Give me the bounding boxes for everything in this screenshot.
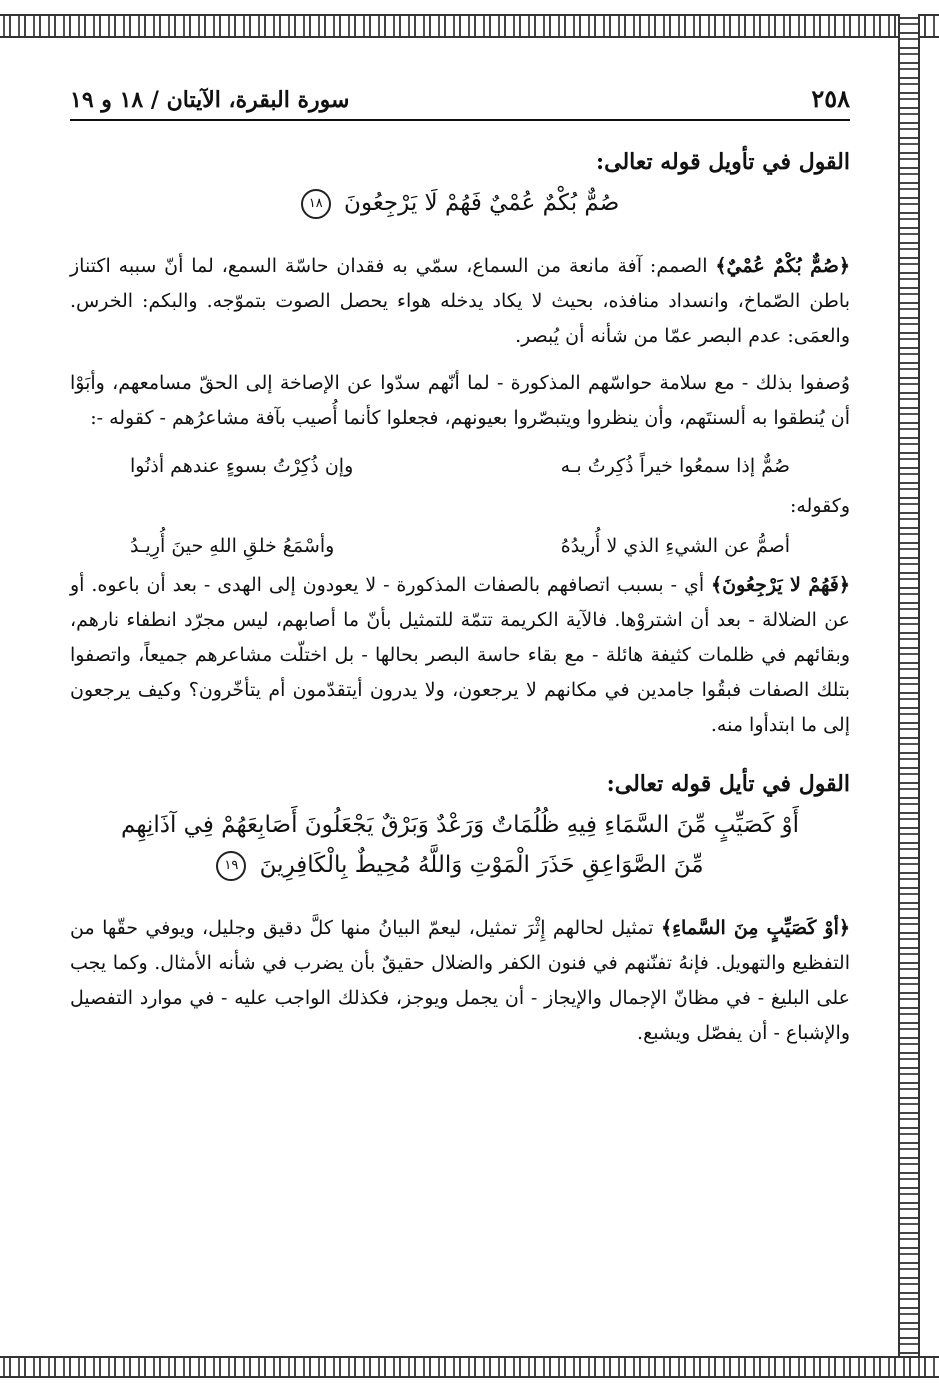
quran-verse-19 (70, 805, 850, 885)
commentary-paragraph-3 (70, 568, 850, 743)
commentary-paragraph-4 (70, 911, 850, 1051)
quoted-phrase: ﴿أوْ كَصَيِّبٍ مِنَ السَّماءِ﴾ (660, 917, 850, 939)
verse-line-2 (70, 845, 850, 885)
verse-number-marker: ١٨ (301, 189, 331, 219)
paragraph-text: أي - بسبب اتصافهم بالصفات المذكورة - لا يعودون إلى الهدى - بعد أن باعوه. أو عن الضلالة - بعد أن اشتروْها. فالآية الكريمة تتمّة للتمثيل بأنّ ما أصابهم، ليس مجرّد انطفاء نارهم، وبقائهم في ظلمات كثيفة هائلة - مع بقاء حاسة البصر بحالها - بل اختلّت مشاعرهم جميعاً، واتصفوا بتلك الصفات فبقُوا جامدين في مكانهم لا يرجعون، ولا يدرون أيتقدّمون أم يتأخّرون؟ وكيف يرجعون إلى ما ابتدأوا منه. (70, 574, 850, 736)
poem-hemistich-first: صُمٌّ إذا سمعُوا خيراً ذُكِرتُ بـه (560, 455, 790, 477)
commentary-paragraph-1 (70, 249, 850, 354)
decorative-border-top (0, 14, 939, 38)
poem-verse-1 (130, 448, 790, 484)
poem-intro: وكقوله: (789, 495, 850, 517)
poem-verse-2 (130, 528, 790, 564)
running-title: سورة البقرة، الآيتان / ١٨ و ١٩ (70, 87, 350, 113)
section-heading-1: القول في تأويل قوله تعالى: (596, 149, 850, 175)
verse-line-1: أَوْ كَصَيِّبٍ مِّنَ السَّمَاءِ فِيهِ ظُلُمَاتٌ وَرَعْدٌ وَبَرْقٌ يَجْعَلُونَ أَصَابِعَهُمْ فِي آذَانِهِم (121, 812, 799, 838)
verse-number-marker: ١٩ (216, 851, 246, 881)
section-heading-2: القول في تأيل قوله تعالى: (606, 771, 850, 797)
poem-hemistich-second: وإن ذُكِرْتُ بسوءٍ عندهم أذنُوا (130, 455, 354, 477)
paragraph-text: تمثيل لحالهم إِثْرَ تمثيل، ليعمّ البيانُ منها كلَّ دقيق وجليل، ويوفي حقّها من التفظيع والتهويل. فإنهُ تفنّنهم في فنون الكفر والضلال حقيقٌ بأن يضرب في شأنه الأمثال. وكما يجب على البليغ - في مظانّ الإجمال والإيجاز - أن يجمل ويوجز، فكذلك الواجب عليه - في موارد التفصيل والإشباع - أن يفصّل ويشبع. (70, 917, 850, 1044)
page-number: ٢٥٨ (811, 84, 850, 113)
book-page (70, 70, 850, 1063)
verse-text: صُمٌّ بُكْمٌ عُمْيٌ فَهُمْ لَا يَرْجِعُونَ (344, 190, 620, 216)
page-header (70, 84, 850, 121)
decorative-border-right (898, 14, 920, 1378)
verse-text: مِّنَ الصَّوَاعِقِ حَذَرَ الْمَوْتِ وَاللَّهُ مُحِيطٌ بِالْكَافِرِينَ (259, 852, 704, 878)
poem-hemistich-first: أصمُّ عن الشيءِ الذي لا أُريدُهُ (560, 535, 790, 557)
quoted-phrase: ﴿صُمٌّ بُكْمٌ عُمْيٌ﴾ (715, 255, 851, 277)
commentary-paragraph-2: وُصفوا بذلك - مع سلامة حواسّهم المذكورة - لما أنّهم سدّوا عن الإصاخة إلى الحقّ مسامعهم، وأبَوْا أن يُنطقوا به ألسنتَهم، وأن ينظروا ويتبصّروا بعيونهم، فجعلوا كأنما أُصيب بآفة مشاعرُهم - كقوله -: (70, 372, 850, 429)
paragraph-text: الصمم: آفة مانعة من السماع، سمّي به فقدان حاسّة السمع، لما أنّ سببه اكتناز باطن الصّماخ، وانسداد منافذه، بحيث لا يكاد يدخله هواء يحصل الصوت بتموّجه. والبكم: الخرس. والعمَى: عدم البصر عمّا من شأنه أن يُبصر. (70, 255, 850, 347)
quran-verse-18 (70, 183, 850, 223)
decorative-border-bottom (0, 1356, 939, 1378)
poem-hemistich-second: وأسْمَعُ خلقِ اللهِ حينَ أُرِيـدُ (130, 535, 335, 557)
quoted-phrase: ﴿فَهُمْ لا يَرْجِعُونَ﴾ (711, 574, 850, 596)
